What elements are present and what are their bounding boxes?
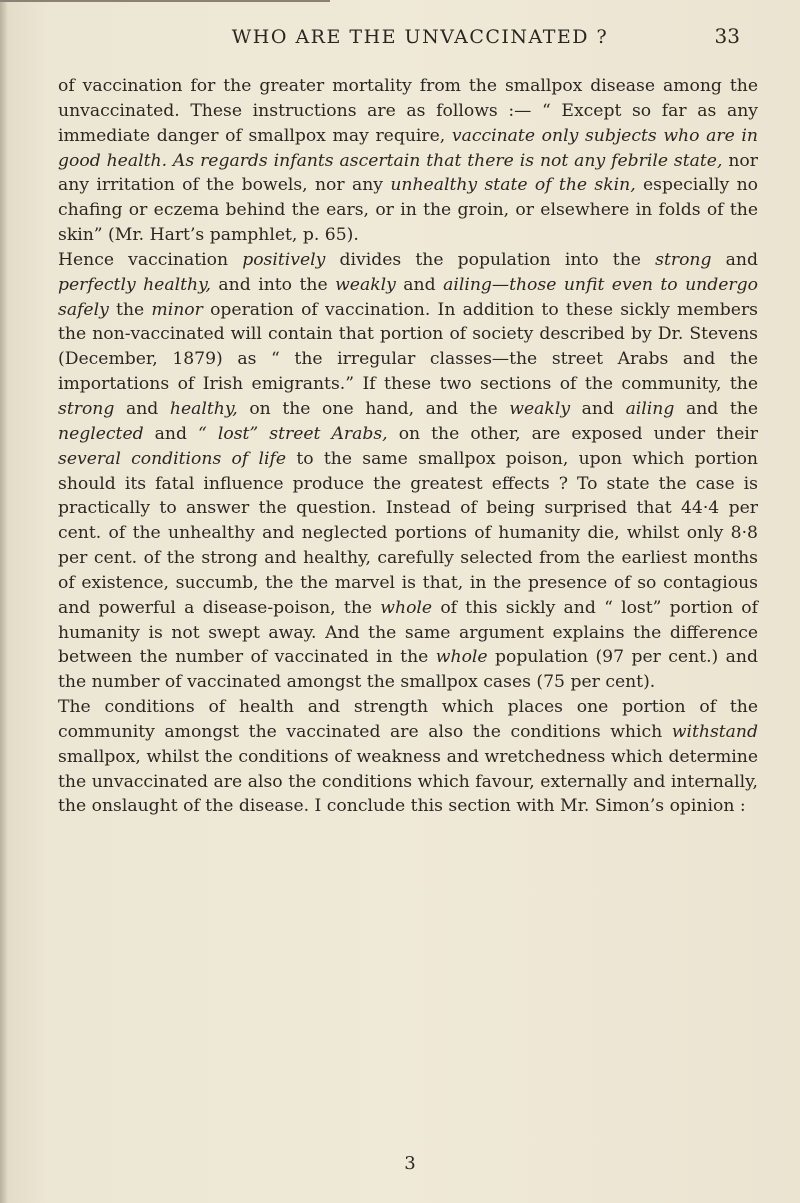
text-run: and xyxy=(711,249,758,270)
text-run: divides the population into the xyxy=(325,249,656,270)
text-run: and into the xyxy=(210,274,336,295)
italic-text: perfectly healthy, xyxy=(58,274,211,295)
paragraph xyxy=(58,74,758,248)
italic-text: vaccinate only subjects who are in good health. As regards infants ascertain that there is not any febrile state, xyxy=(58,125,758,171)
italic-text: unhealthy state of the skin, xyxy=(390,175,636,196)
italic-text: neglected xyxy=(58,423,144,444)
text-run: of this sickly and “ lost” portion of humanity is not swept away. And the same argument explains the difference between the number of vaccinated in the xyxy=(58,597,758,668)
paragraph xyxy=(58,248,758,695)
italic-text: weakly xyxy=(509,398,571,419)
italic-text: ailing xyxy=(625,398,675,419)
text-run: nor any irritation of the bowels, nor any xyxy=(58,150,758,196)
italic-text: strong xyxy=(655,249,712,270)
italic-text: withstand xyxy=(671,721,758,742)
italic-text: ailing—those unfit even to undergo safely xyxy=(58,274,758,320)
page-number: 33 xyxy=(714,24,740,48)
page-gutter-shadow xyxy=(0,0,8,1203)
text-run: of vaccination for the greater mortality from the smallpox disease among the unvaccinated. These instructions are as follows :— “ Except so far as any immediate danger of smallpox may require, xyxy=(58,76,758,146)
text-run: smallpox, whilst the conditions of weakness and wretchedness which determine the unvaccinated are also the conditions which favour, externally and internally, the onslaught of the disease. I conclude this section with Mr. Simon’s opinion : xyxy=(58,746,758,817)
italic-text: whole xyxy=(435,647,488,668)
text-run: on the other, are exposed under their xyxy=(387,423,759,444)
italic-text: “ lost” street Arabs, xyxy=(198,423,388,444)
text-run: Hence vaccination xyxy=(58,249,243,270)
italic-text: minor xyxy=(151,299,203,320)
text-run: especially no chafing or eczema behind the ears, or in the groin, or elsewhere in folds of the skin” (Mr. Hart’s pamphlet, p. 65). xyxy=(58,175,759,246)
text-run: and xyxy=(114,398,170,419)
text-run: operation of vaccination. In addition to these sickly members the non-vaccinated will contain that portion of society described by Dr. Stevens (December, 1879) as “ the irregular classes—the street Arabs and the importations of Irish emigrants.” If these two sections of the community, the xyxy=(58,299,759,395)
italic-text: several conditions of life xyxy=(58,448,287,469)
body-text xyxy=(58,74,758,819)
italic-text: weakly xyxy=(335,274,396,295)
text-run: and xyxy=(143,423,199,444)
top-rule xyxy=(0,0,330,2)
italic-text: healthy, xyxy=(169,398,238,419)
italic-text: strong xyxy=(58,398,115,419)
text-run: population (97 per cent.) and the number of vaccinated amongst the smallpox cases (75 per cent). xyxy=(58,647,758,693)
italic-text: whole xyxy=(380,597,433,618)
text-run: the xyxy=(108,299,152,320)
paragraph xyxy=(58,695,758,819)
signature-mark: 3 xyxy=(404,1153,416,1174)
text-run: and xyxy=(570,398,626,419)
text-run: and the xyxy=(674,398,759,419)
text-run: and xyxy=(395,274,444,295)
text-run: on the one hand, and the xyxy=(237,398,510,419)
page-header xyxy=(0,10,800,60)
text-run: to the same smallpox poison, upon which portion should its fatal influence produce the greatest effects ? To state the case is practically to answer the question. Instead of being surprised that 44·4 per cent. of the unhealthy and neglected portions of humanity die, whilst only 8·8 per cent. of the strong and healthy, carefully selected from the earliest months of existence, succumb, the the marvel is that, in the presence of so contagious and powerful a disease-poison, the xyxy=(58,448,758,618)
running-title: WHO ARE THE UNVACCINATED ? xyxy=(231,26,609,48)
text-run: The conditions of health and strength which places one portion of the community amongst the vaccinated are also the conditions which xyxy=(58,697,758,742)
italic-text: positively xyxy=(242,249,326,270)
